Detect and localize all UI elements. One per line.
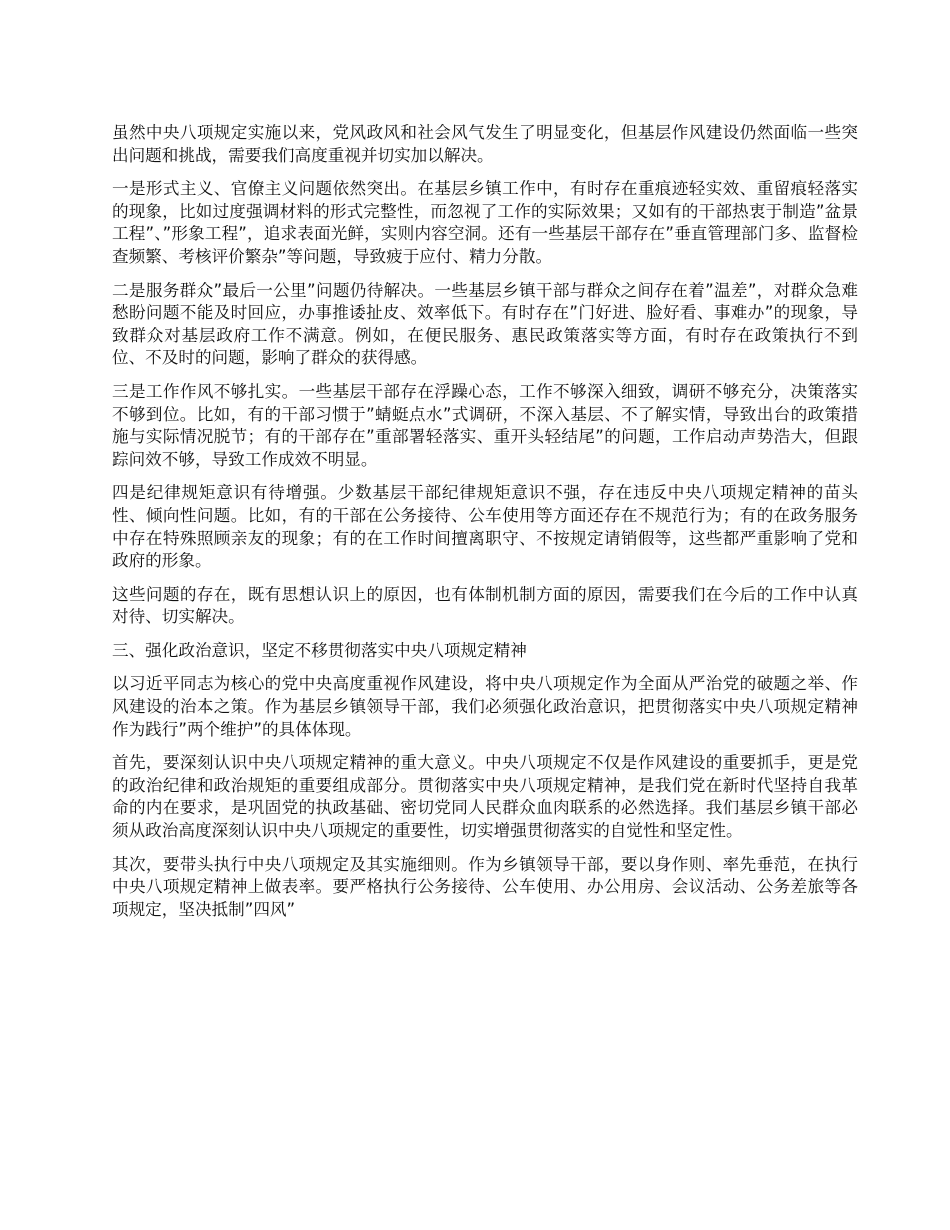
section-intro-paragraph: 以习近平同志为核心的党中央高度重视作风建设，将中央八项规定作为全面从严治党的破题之举、作风建设的治本之策。作为基层乡镇领导干部，我们必须强化政治意识，把贯彻落实中央八项规定精神作为践行”两个维护”的具体体现。: [112, 674, 858, 739]
issue-service-paragraph: 二是服务群众”最后一公里”问题仍待解决。一些基层乡镇干部与群众之间存在着”温差”，对群众急难愁盼问题不能及时回应，办事推诿扯皮、效率低下。有时存在”门好进、脸好看、事难办”的现象，导致群众对基层政府工作不满意。例如，在便民服务、惠民政策落实等方面，有时存在政策执行不到位、不及时的问题，影响了群众的获得感。: [112, 280, 858, 368]
issue-work-style-paragraph: 三是工作作风不够扎实。一些基层干部存在浮躁心态，工作不够深入细致，调研不够充分，决策落实不够到位。比如，有的干部习惯于”蜻蜓点水”式调研，不深入基层、不了解实情，导致出台的政策措施与实际情况脱节；有的干部存在”重部署轻落实、重开头轻结尾”的问题，工作启动声势浩大，但跟踪问效不够，导致工作成效不明显。: [112, 381, 858, 469]
first-point-paragraph: 首先，要深刻认识中央八项规定精神的重大意义。中央八项规定不仅是作风建设的重要抓手，更是党的政治纪律和政治规矩的重要组成部分。贯彻落实中央八项规定精神，是我们党在新时代坚持自我革命的内在要求，是巩固党的执政基础、密切党同人民群众血肉联系的必然选择。我们基层乡镇干部必须从政治高度深刻认识中央八项规定的重要性，切实增强贯彻落实的自觉性和坚定性。: [112, 753, 858, 841]
issue-formalism-paragraph: 一是形式主义、官僚主义问题依然突出。在基层乡镇工作中，有时存在重痕迹轻实效、重留痕轻落实的现象，比如过度强调材料的形式完整性，而忽视了工作的实际效果；又如有的干部热衷于制造”盆景工程”、”形象工程”，追求表面光鲜，实则内容空洞。还有一些基层干部存在”垂直管理部门多、监督检查频繁、考核评价繁杂”等问题，导致疲于应付、精力分散。: [112, 179, 858, 266]
issue-discipline-paragraph: 四是纪律规矩意识有待增强。少数基层干部纪律规矩意识不强，存在违反中央八项规定精神的苗头性、倾向性问题。比如，有的干部在公务接待、公车使用等方面还存在不规范行为；有的在政务服务中存在特殊照顾亲友的现象；有的在工作时间擅离职守、不按规定请销假等，这些都严重影响了党和政府的形象。: [112, 483, 858, 571]
intro-paragraph: 虽然中央八项规定实施以来，党风政风和社会风气发生了明显变化，但基层作风建设仍然面临一些突出问题和挑战，需要我们高度重视并切实加以解决。: [112, 123, 858, 165]
summary-paragraph: 这些问题的存在，既有思想认识上的原因，也有体制机制方面的原因，需要我们在今后的工作中认真对待、切实解决。: [112, 584, 858, 627]
section-heading: 三、强化政治意识，坚定不移贯彻落实中央八项规定精神: [112, 640, 527, 660]
document-page: [112, 122, 858, 932]
second-point-paragraph: 其次，要带头执行中央八项规定及其实施细则。作为乡镇领导干部，要以身作则、率先垂范，在执行中央八项规定精神上做表率。要严格执行公务接待、公车使用、办公用房、会议活动、公务差旅等各项规定，坚决抵制”四风”: [112, 854, 858, 919]
